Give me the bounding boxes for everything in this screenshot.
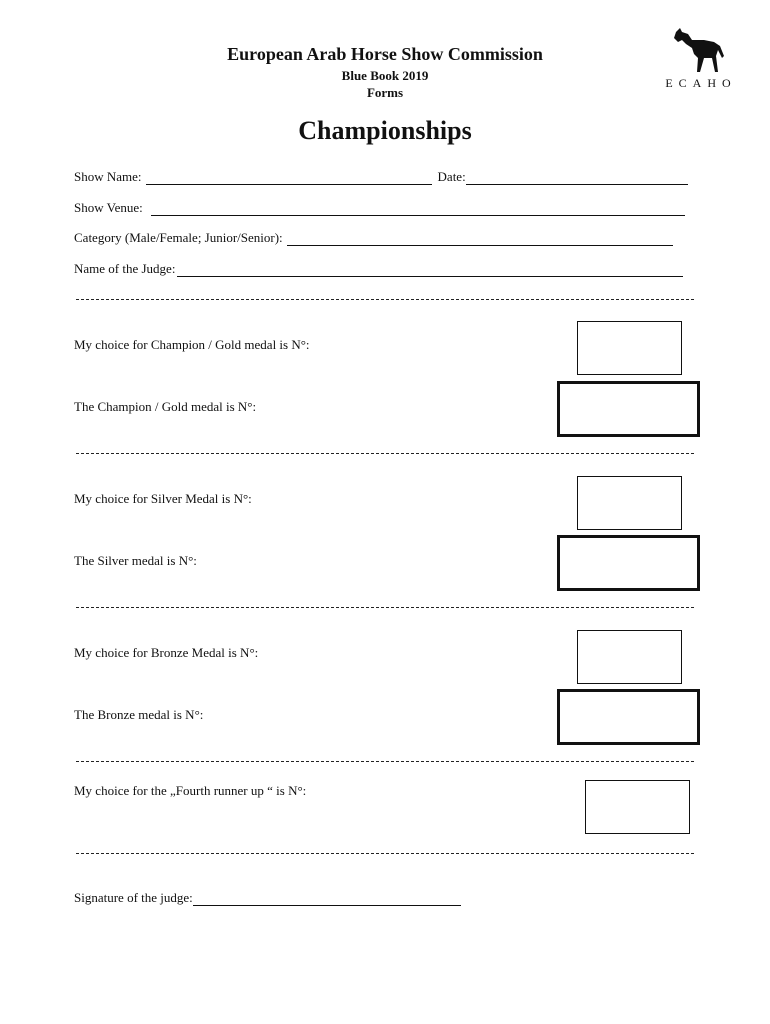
horse-icon (670, 26, 726, 74)
divider (76, 761, 694, 762)
fourth-choice-box[interactable] (585, 780, 690, 834)
category-input-line[interactable] (287, 233, 673, 246)
date-label: Date: (437, 169, 466, 184)
show-name-input-line[interactable] (146, 172, 432, 185)
silver-choice-box[interactable] (577, 476, 682, 530)
gold-choice-box[interactable] (577, 321, 682, 375)
silver-result-box[interactable] (557, 535, 700, 591)
commission-title: European Arab Horse Show Commission (227, 44, 543, 64)
gold-choice-label: My choice for Champion / Gold medal is N°: (74, 337, 310, 352)
divider (76, 453, 694, 454)
divider (76, 607, 694, 608)
bronze-result-box[interactable] (557, 689, 700, 745)
show-venue-input-line[interactable] (151, 203, 685, 216)
bronze-choice-box[interactable] (577, 630, 682, 684)
signature-input-line[interactable] (193, 893, 461, 906)
date-input-line[interactable] (466, 172, 688, 185)
category-row (74, 230, 673, 246)
logo-text: ECAHO (665, 76, 737, 90)
bronze-result-label: The Bronze medal is N°: (74, 707, 204, 722)
form-title: Championships (298, 116, 472, 145)
silver-choice-label: My choice for Silver Medal is N°: (74, 491, 252, 506)
fourth-choice-label: My choice for the „Fourth runner up “ is N°: (74, 783, 307, 798)
silver-result-label: The Silver medal is N°: (74, 553, 197, 568)
show-name-row (74, 169, 688, 185)
blue-book-subtitle: Blue Book 2019 (341, 68, 429, 83)
judge-name-row (74, 261, 683, 277)
judge-name-label: Name of the Judge: (74, 261, 176, 276)
judge-name-input-line[interactable] (177, 264, 683, 277)
bronze-choice-label: My choice for Bronze Medal is N°: (74, 645, 259, 660)
show-name-label: Show Name: (74, 169, 142, 184)
forms-label: Forms (366, 85, 404, 100)
category-label: Category (Male/Female; Junior/Senior): (74, 230, 283, 245)
gold-result-label: The Champion / Gold medal is N°: (74, 399, 257, 414)
signature-row (74, 890, 461, 906)
show-venue-label: Show Venue: (74, 200, 143, 215)
ecaho-logo (660, 26, 742, 91)
show-venue-row (74, 200, 685, 216)
signature-label: Signature of the judge: (74, 890, 193, 905)
divider (76, 853, 694, 854)
gold-result-box[interactable] (557, 381, 700, 437)
divider (76, 299, 694, 300)
